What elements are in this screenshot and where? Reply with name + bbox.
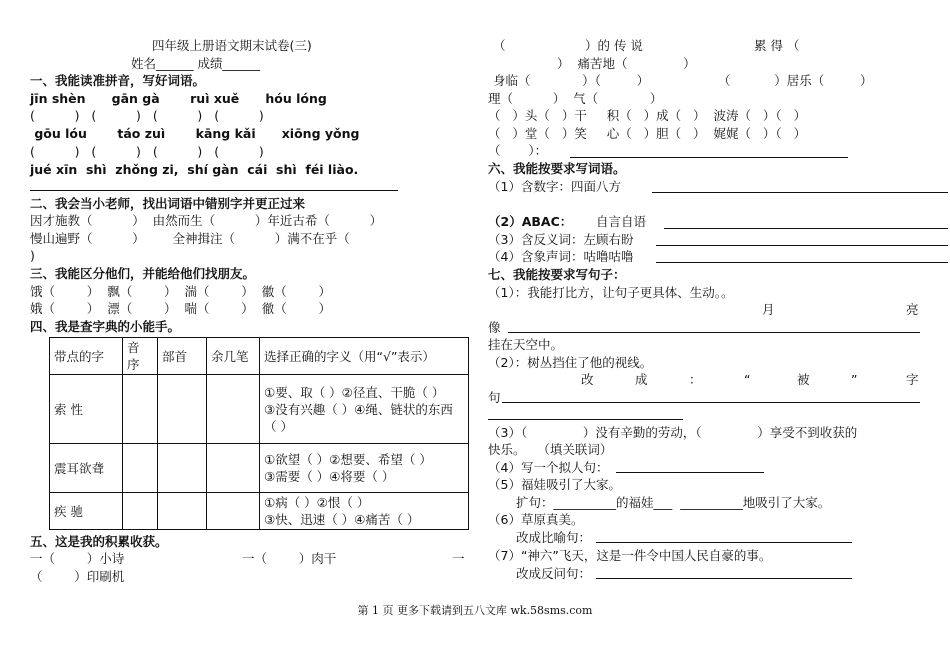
answer-line[interactable]: [596, 542, 852, 543]
cell-blank[interactable]: [207, 444, 260, 493]
table-row: [50, 493, 469, 530]
answer-line[interactable]: [616, 472, 764, 473]
section-1-heading: 一、我能读准拼音，写好词语。: [30, 73, 206, 88]
answer-blanks-row-2[interactable]: ( ) ( ) ( ) ( ): [30, 144, 264, 159]
cell-blank[interactable]: [207, 375, 260, 444]
answer-line[interactable]: [656, 245, 948, 246]
answer-line[interactable]: [596, 578, 852, 579]
row-word: 索 性: [50, 375, 123, 444]
section-6-heading: 六、我能按要求写词语。: [488, 161, 626, 176]
word-q1: （1）含数字：四面八方: [488, 179, 621, 194]
change-char-7: 字: [906, 372, 919, 387]
meaning-line: ③快、迅速（ ）④痛苦（ ）: [264, 512, 420, 527]
sentence-q6: （6）草原真美。: [488, 512, 584, 527]
change-char-3: ：: [689, 372, 702, 387]
answer-line[interactable]: [502, 402, 920, 403]
sentence-q6-sub: 改成比喻句：: [516, 530, 592, 545]
meaning-line: ①病（ ）②恨（ ）: [264, 495, 370, 510]
idiom-blanks-5: （ ）堂（ ）笑 心（ ）胆（ ） 娓娓（ ）（ ）: [488, 126, 807, 141]
row-word: 疾 驰: [50, 493, 123, 530]
col-header-char: 带点的字: [50, 338, 123, 375]
answer-line[interactable]: [664, 228, 948, 229]
cell-blank[interactable]: [158, 444, 207, 493]
meaning-line: ③没有兴趣（ ）④绳、链状的东西（ ）: [264, 401, 453, 434]
meaning-cell[interactable]: [260, 375, 469, 444]
phrase-painful: ） 痛苦地（ ）: [557, 56, 696, 71]
answer-blanks-row-1[interactable]: ( ) ( ) ( ) ( ): [30, 108, 264, 123]
meaning-cell[interactable]: [260, 493, 469, 530]
table-row: [50, 444, 469, 493]
idiom-blanks-2: （ ）居乐（ ）: [718, 73, 873, 88]
meaning-line: ①欲望（ ）②想要、希望（ ）: [264, 452, 432, 467]
measure-word-3-prefix: 一: [452, 551, 465, 566]
answer-line[interactable]: [656, 262, 948, 263]
sentence-char: 句: [488, 390, 501, 405]
sentence-q7-sub: 改成反问句：: [516, 566, 592, 581]
cell-blank[interactable]: [123, 375, 158, 444]
typo-line-3: ): [30, 248, 35, 263]
sentence-q5: （5）福娃吸引了大家。: [488, 477, 621, 492]
phrase-legend: （ ）的 传 说: [493, 38, 643, 53]
page-footer: 第 1 页 更多下载请到五八文库 wk.58sms.com: [357, 604, 593, 617]
like-char: 像: [488, 320, 501, 335]
section-2-heading: 二、我会当小老师，找出词语中错别字并更正过来: [30, 196, 306, 211]
sentence-q4: （4）写一个拟人句：: [488, 460, 609, 475]
name-score-line: 姓名______ 成绩______: [131, 56, 260, 71]
measure-word-3: （ ）印刷机: [30, 569, 125, 584]
word-q2-label: （2）ABAC：: [488, 214, 573, 229]
word-q2-example: 自言自语: [596, 214, 647, 229]
change-char-5: 被: [797, 372, 810, 387]
char-friends-line-2: 娥（ ） 漂（ ） 喘（ ） 徹（ ）: [30, 301, 331, 316]
table-header-row: [50, 338, 469, 375]
word-q3: （3）含反义词：左顾右盼: [488, 232, 634, 247]
measure-word-1: 一（ ）小诗: [30, 551, 125, 566]
cell-blank[interactable]: [207, 493, 260, 530]
cell-blank[interactable]: [158, 375, 207, 444]
word-q4: （4）含象声词：咕噜咕噜: [488, 249, 634, 264]
answer-line[interactable]: [570, 157, 848, 158]
moon-char-b: 亮: [906, 302, 919, 317]
meaning-cell[interactable]: [260, 444, 469, 493]
meaning-line: ①要、取（ ）②径直、干脆（ ）: [264, 384, 445, 400]
typo-line-1: 因才施教（ ） 由然而生（ ）年近古希（ ）: [30, 213, 383, 228]
idiom-blanks-6: （ ）：: [488, 143, 548, 158]
section-4-heading: 四、我是查字典的小能手。: [30, 319, 181, 334]
col-header-radical: 部首: [158, 338, 207, 375]
section-7-heading: 七、我能按要求写句子：: [488, 267, 626, 282]
cell-blank[interactable]: [123, 493, 158, 530]
col-header-order: 音 序: [123, 338, 158, 375]
idiom-blanks-4: （ ）头（ ）干 积（ ）成（ ） 波涛（ ）（ ）: [488, 108, 807, 123]
pinyin-row-1: jīn shèn gān gà ruì xuě hóu lóng: [30, 91, 327, 106]
measure-word-2: 一（ ）肉干: [242, 551, 337, 566]
pinyin-row-3: jué xīn shì zhǒng zi, shí gàn cái shì féi liào.: [30, 162, 359, 177]
section-3-heading: 三、我能区分他们，并能给他们找朋友。: [30, 266, 256, 281]
idiom-blanks-1: 身临（ ）（ ）: [493, 73, 650, 88]
phrase-tired: 累 得 （: [754, 38, 800, 53]
idiom-blanks-3: 理（ ） 气（ ）: [488, 91, 663, 106]
meaning-line: ③需要（ ）④将要（ ）: [264, 469, 395, 484]
pinyin-row-2: gōu lóu táo zuì kāng kǎi xiōng yǒng: [30, 126, 360, 141]
page-title: 四年级上册语文期末试卷(三): [152, 38, 312, 53]
col-header-strokes: 余几笔: [207, 338, 260, 375]
sentence-q2: （2）：树丛挡住了他的视线。: [488, 355, 653, 370]
change-char-4: “: [744, 372, 751, 387]
answer-line[interactable]: [30, 190, 398, 191]
change-char-2: 成: [635, 372, 648, 387]
sentence-q5-expand: 扩句：__________的福娃___ __________地吸引了大家。: [516, 495, 831, 510]
section-5-heading: 五、这是我的积累收获。: [30, 534, 168, 549]
table-row: [50, 375, 469, 444]
answer-line[interactable]: [508, 332, 920, 333]
char-friends-line-1: 饿（ ） 飘（ ） 湍（ ） 徽（ ）: [30, 284, 331, 299]
sentence-q3: （3）（ ）没有辛勤的劳动，（ ）享受不到收获的: [488, 425, 858, 440]
answer-line[interactable]: [652, 192, 948, 193]
row-word: 震耳欲聋: [50, 444, 123, 493]
col-header-meaning: 选择正确的字义（用“√”表示）: [260, 338, 469, 375]
answer-line[interactable]: [488, 419, 683, 420]
typo-line-2: 慢山遍野（ ） 全神揖注（ ）满不在乎（: [30, 231, 350, 246]
cell-blank[interactable]: [158, 493, 207, 530]
sentence-q1: （1）：我能打比方，让句子更具体、生动。。: [488, 285, 734, 300]
hang-text: 挂在天空中。: [488, 337, 564, 352]
cell-blank[interactable]: [123, 444, 158, 493]
sentence-q7: （7）“神六”飞天，这是一件令中国人民自豪的事。: [488, 548, 772, 563]
sentence-q3-cont: 快乐。 （填关联词）: [488, 442, 613, 457]
change-char-6: ”: [851, 372, 858, 387]
change-char-1: 改: [581, 372, 594, 387]
moon-char-a: 月: [762, 302, 775, 317]
dictionary-table: [49, 337, 469, 530]
